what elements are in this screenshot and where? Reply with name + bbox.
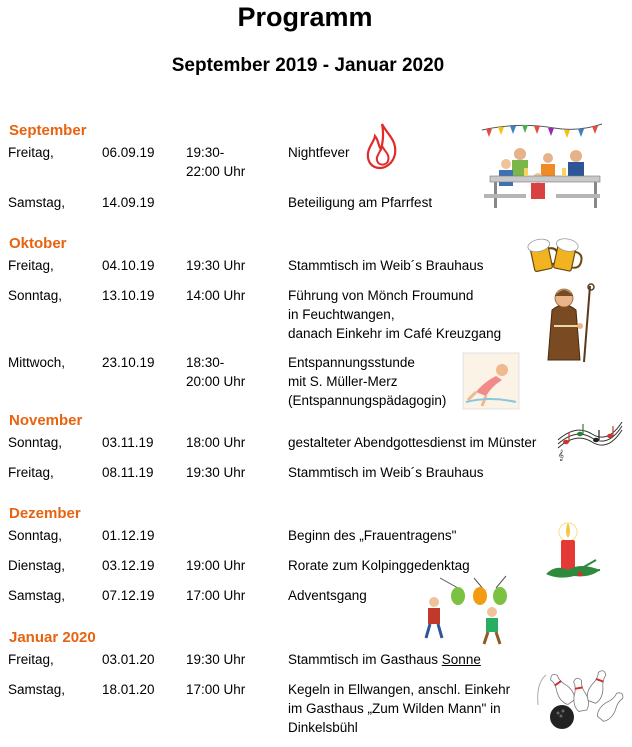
month-heading-januar: Januar 2020	[9, 629, 96, 646]
event-title: Adventsgang	[288, 588, 367, 603]
event-time: 19:00 Uhr	[186, 558, 246, 573]
relaxing-person-icon	[462, 352, 520, 410]
event-day: Mittwoch,	[8, 355, 66, 370]
event-time: 18:00 Uhr	[186, 435, 246, 450]
event-date: 18.01.20	[102, 682, 155, 697]
event-title: (Entspannungspädagogin)	[288, 393, 447, 408]
gasthaus-sonne-link[interactable]: Sonne	[441, 652, 481, 667]
event-date: 23.10.19	[102, 355, 155, 370]
month-heading-november: November	[9, 412, 83, 429]
event-day: Freitag,	[8, 258, 54, 273]
page-title: Programm	[237, 2, 373, 32]
event-time: 17:00 Uhr	[186, 588, 246, 603]
month-heading-dezember: Dezember	[9, 505, 81, 522]
month-heading-september: September	[9, 122, 87, 139]
event-title: Beginn des „Frauentragens"	[288, 528, 457, 543]
event-time: 19:30 Uhr	[186, 465, 246, 480]
beer-mugs-icon	[528, 232, 580, 276]
event-day: Freitag,	[8, 652, 54, 667]
monk-icon	[544, 282, 600, 364]
event-day: Sonntag,	[8, 528, 63, 543]
event-day: Sonntag,	[8, 435, 63, 450]
music-notes-icon	[556, 410, 624, 460]
svg-text:𝄞: 𝄞	[558, 450, 564, 461]
event-time: 19:30 Uhr	[186, 652, 246, 667]
event-date: 01.12.19	[102, 528, 155, 543]
event-date: 04.10.19	[102, 258, 155, 273]
month-heading-oktober: Oktober	[9, 235, 67, 252]
event-date: 07.12.19	[102, 588, 155, 603]
event-title: Stammtisch im Weib´s Brauhaus	[288, 258, 484, 273]
event-day: Freitag,	[8, 465, 54, 480]
event-title: Beteiligung am Pfarrfest	[288, 195, 433, 210]
event-time: 22:00 Uhr	[186, 164, 246, 179]
event-title: mit S. Müller-Merz	[288, 374, 398, 389]
event-date: 06.09.19	[102, 145, 155, 160]
event-time: 14:00 Uhr	[186, 288, 246, 303]
event-day: Samstag,	[8, 682, 66, 697]
event-title: in Feuchtwangen,	[288, 307, 395, 322]
event-title	[288, 650, 481, 669]
event-time: 17:00 Uhr	[186, 682, 246, 697]
event-day: Sonntag,	[8, 288, 63, 303]
candle-icon	[544, 518, 604, 582]
event-title: Nightfever	[288, 145, 350, 160]
event-day: Samstag,	[8, 195, 66, 210]
event-date: 03.11.19	[102, 435, 154, 450]
event-title: Dinkelsbühl	[288, 720, 358, 735]
event-date: 03.01.20	[102, 652, 155, 667]
event-date: 14.09.19	[102, 195, 155, 210]
event-time: 20:00 Uhr	[186, 374, 246, 389]
event-title: Rorate zum Kolpinggedenktag	[288, 558, 470, 573]
event-day: Samstag,	[8, 588, 66, 603]
event-title: danach Einkehr im Café Kreuzgang	[288, 326, 502, 341]
event-date: 08.11.19	[102, 465, 154, 480]
event-title-prefix: Stammtisch im Gasthaus	[288, 652, 442, 667]
bowling-icon	[528, 665, 622, 733]
event-title: Stammtisch im Weib´s Brauhaus	[288, 465, 484, 480]
lantern-children-icon	[418, 574, 522, 646]
event-title: Führung von Mönch Froumund	[288, 288, 474, 303]
event-time: 18:30-	[186, 355, 225, 370]
event-title: gestalteter Abendgottesdienst im Münster	[288, 435, 537, 450]
event-title: Entspannungsstunde	[288, 355, 415, 370]
event-date: 03.12.19	[102, 558, 155, 573]
event-day: Freitag,	[8, 145, 54, 160]
event-date: 13.10.19	[102, 288, 155, 303]
event-title: im Gasthaus „Zum Wilden Mann" in	[288, 701, 501, 716]
flame-icon	[365, 122, 399, 170]
event-title: Kegeln in Ellwangen, anschl. Einkehr	[288, 682, 511, 697]
page-subtitle: September 2019 - Januar 2020	[171, 55, 445, 76]
event-time: 19:30-	[186, 145, 225, 160]
event-time: 19:30 Uhr	[186, 258, 246, 273]
event-day: Dienstag,	[8, 558, 66, 573]
party-table-icon	[478, 120, 606, 212]
